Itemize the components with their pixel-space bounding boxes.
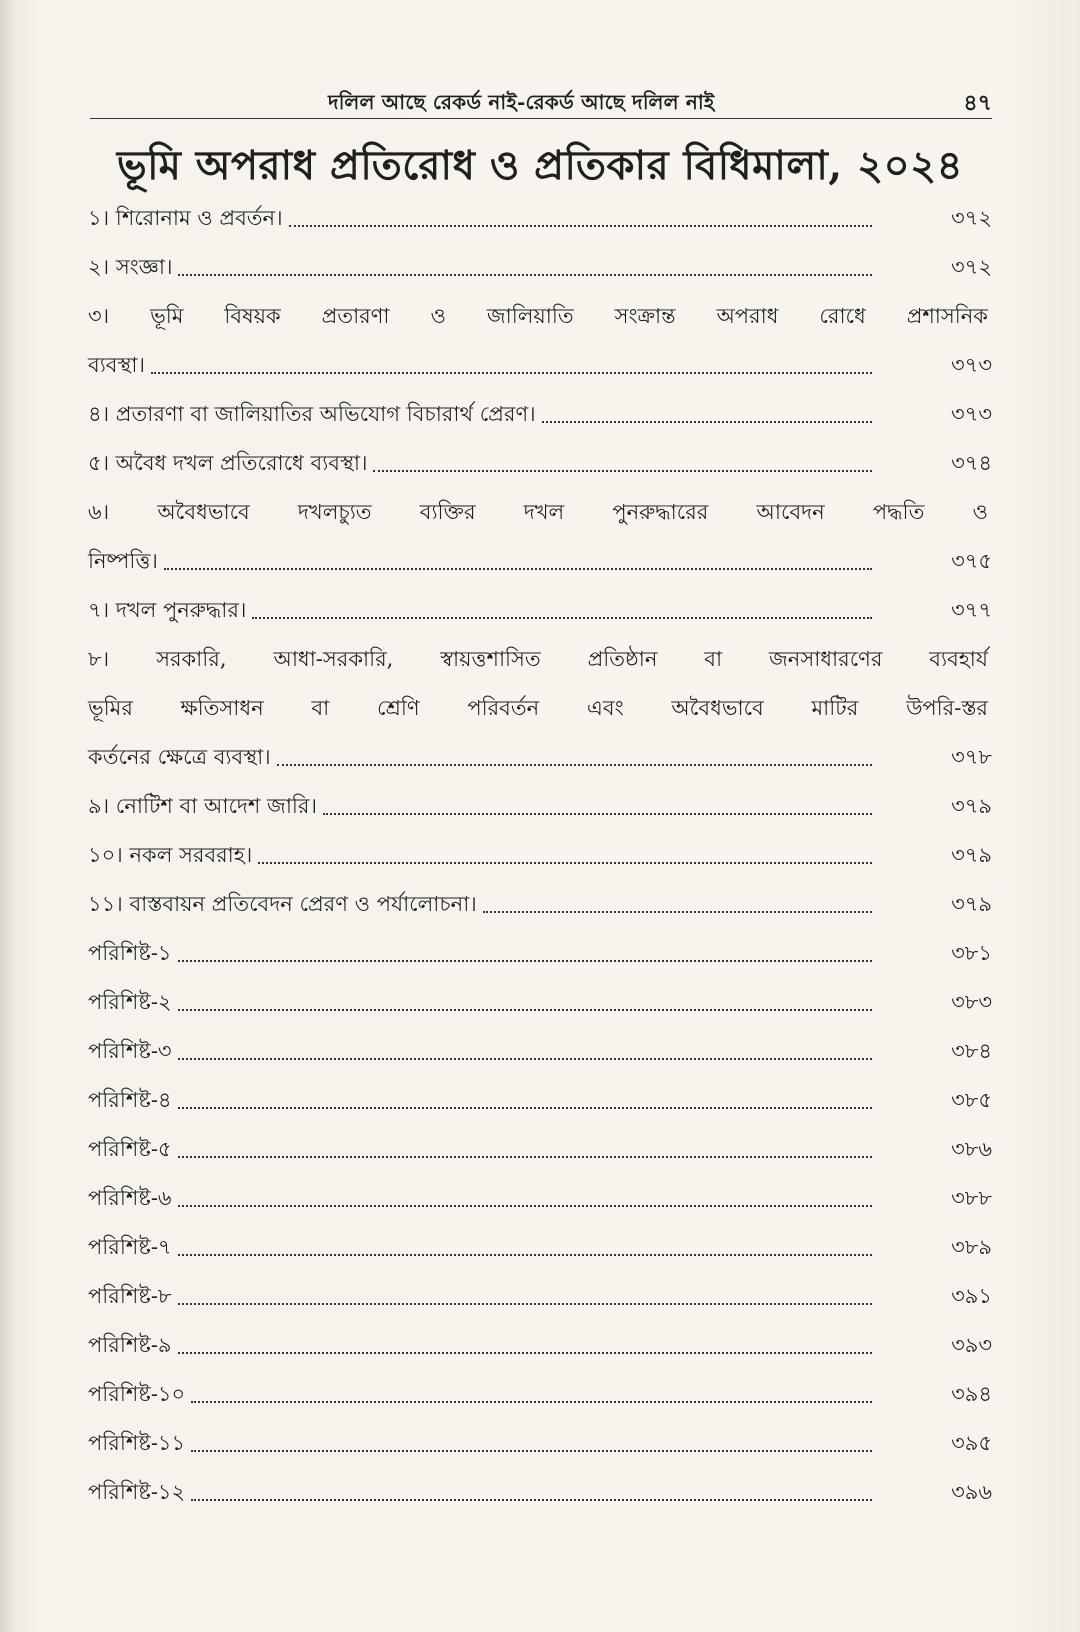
toc-entry-label: নিষ্পত্তি। <box>88 549 158 573</box>
toc-entry-label: ভূমির ক্ষতিসাধন বা শ্রেণি পরিবর্তন এবং অবৈধভাবে মাটির উপরি-স্তর <box>88 696 988 720</box>
toc-entry-label: পরিশিষ্ট-৭ <box>88 1235 172 1259</box>
toc-entry-label: পরিশিষ্ট-৯ <box>88 1333 172 1357</box>
dot-leader <box>178 960 872 962</box>
running-head <box>90 84 992 118</box>
toc-page-number: ৩৯৩ <box>951 1333 992 1357</box>
dot-leader <box>277 764 872 766</box>
toc-entry-label: ৭। দখল পুনরুদ্ধার। <box>88 598 247 622</box>
toc-page-number: ৩৭৩ <box>951 353 992 377</box>
toc-entry-label: পরিশিষ্ট-৫ <box>88 1137 172 1161</box>
toc-entry-label: ১। শিরোনাম ও প্রবর্তন। <box>88 206 283 230</box>
toc-entry-label: পরিশিষ্ট-২ <box>88 990 172 1014</box>
dot-leader <box>542 421 872 423</box>
dot-leader <box>178 1009 872 1011</box>
toc-entry-label: ৩। ভূমি বিষয়ক প্রতারণা ও জালিয়াতি সংক্রান্ত অপরাধ রোধে প্রশাসনিক <box>88 304 988 328</box>
toc-entry-continued-line <box>88 641 992 677</box>
toc-entry-label: ব্যবস্থা। <box>88 353 145 377</box>
toc-entry-label: ৪। প্রতারণা বা জালিয়াতির অভিযোগ বিচারার্থ প্রেরণ। <box>88 402 536 426</box>
page-number: ৪৭ <box>963 90 992 116</box>
toc-page-number: ৩৭৯ <box>951 843 992 867</box>
document-title: ভূমি অপরাধ প্রতিরোধ ও প্রতিকার বিধিমালা, ২০২৪ <box>116 142 964 189</box>
dot-leader <box>258 862 872 864</box>
dot-leader <box>178 1352 872 1354</box>
spine-shadow <box>0 0 18 1632</box>
toc-entry-continued-line <box>88 494 992 530</box>
toc-entry <box>88 1278 992 1314</box>
toc-page-number: ৩৮৩ <box>951 990 992 1014</box>
toc-page-number: ৩৭৩ <box>951 402 992 426</box>
toc-entry <box>88 1131 992 1167</box>
header-rule <box>90 118 992 119</box>
dot-leader <box>323 813 872 815</box>
dot-leader <box>178 1156 872 1158</box>
toc-entry-label: পরিশিষ্ট-৮ <box>88 1284 172 1308</box>
toc-entry <box>88 347 992 383</box>
toc-page-number: ৩৯৬ <box>951 1480 992 1504</box>
toc-entry-label: ১০। নকল সরবরাহ। <box>88 843 253 867</box>
dot-leader <box>178 1205 872 1207</box>
dot-leader <box>151 372 872 374</box>
toc-entry-continued-line <box>88 690 992 726</box>
dot-leader <box>178 1303 872 1305</box>
dot-leader <box>191 1401 872 1403</box>
toc-entry <box>88 935 992 971</box>
toc-entry-label: ৮। সরকারি, আধা-সরকারি, স্বায়ত্তশাসিত প্রতিষ্ঠান বা জনসাধারণের ব্যবহার্য <box>88 647 988 671</box>
toc-page-number: ৩৯৫ <box>951 1431 992 1455</box>
dot-leader <box>191 1450 872 1452</box>
toc-entry-label: পরিশিষ্ট-১ <box>88 941 172 965</box>
toc-entry <box>88 837 992 873</box>
dot-leader <box>178 1254 872 1256</box>
toc-entry <box>88 249 992 285</box>
toc-entry <box>88 592 992 628</box>
toc-page-number: ৩৭২ <box>951 255 992 279</box>
toc-entry <box>88 886 992 922</box>
dot-leader <box>252 617 872 619</box>
dot-leader <box>178 1107 872 1109</box>
toc-entry-label: পরিশিষ্ট-৩ <box>88 1039 172 1063</box>
toc-entry <box>88 984 992 1020</box>
toc-page-number: ৩৯৪ <box>951 1382 992 1406</box>
toc-entry-label: ৬। অবৈধভাবে দখলচ্যুত ব্যক্তির দখল পুনরুদ্ধারের আবেদন পদ্ধতি ও <box>88 500 988 524</box>
dot-leader <box>483 911 872 913</box>
toc-page-number: ৩৭৯ <box>951 794 992 818</box>
toc-page-number: ৩৭৪ <box>951 451 992 475</box>
toc-page-number: ৩৮৯ <box>951 1235 992 1259</box>
toc-entry-label: কর্তনের ক্ষেত্রে ব্যবস্থা। <box>88 745 271 769</box>
running-head-title: দলিল আছে রেকর্ড নাই-রেকর্ড আছে দলিল নাই <box>328 90 715 114</box>
toc-entry-label: ৯। নোটিশ বা আদেশ জারি। <box>88 794 317 818</box>
toc-entry <box>88 1376 992 1412</box>
toc-entry <box>88 445 992 481</box>
toc-entry <box>88 1474 992 1510</box>
toc-entry <box>88 1033 992 1069</box>
toc-page-number: ৩৯১ <box>951 1284 992 1308</box>
dot-leader <box>289 225 872 227</box>
toc-page-number: ৩৮৮ <box>951 1186 992 1210</box>
toc-entry <box>88 396 992 432</box>
toc-entry-label: পরিশিষ্ট-৪ <box>88 1088 172 1112</box>
toc-entry <box>88 739 992 775</box>
toc-entry <box>88 1180 992 1216</box>
toc-entry <box>88 1327 992 1363</box>
toc-entry-continued-line <box>88 298 992 334</box>
toc-page-number: ৩৮৪ <box>951 1039 992 1063</box>
dot-leader <box>164 568 872 570</box>
toc-entry <box>88 543 992 579</box>
toc-entry <box>88 1082 992 1118</box>
toc-page-number: ৩৭৭ <box>951 598 992 622</box>
dot-leader <box>178 274 872 276</box>
toc-entry-label: পরিশিষ্ট-৬ <box>88 1186 172 1210</box>
toc-page-number: ৩৭২ <box>951 206 992 230</box>
toc-page-number: ৩৮১ <box>951 941 992 965</box>
toc-page-number: ৩৭৮ <box>951 745 992 769</box>
toc-page-number: ৩৭৫ <box>951 549 992 573</box>
toc-entry <box>88 1229 992 1265</box>
toc-page-number: ৩৭৯ <box>951 892 992 916</box>
toc-entry <box>88 1425 992 1461</box>
toc-entry-label: ২। সংজ্ঞা। <box>88 255 173 279</box>
toc-entry <box>88 200 992 236</box>
toc-entry-label: ১১। বাস্তবায়ন প্রতিবেদন প্রেরণ ও পর্যালোচনা। <box>88 892 477 916</box>
toc-entry-label: পরিশিষ্ট-১২ <box>88 1480 186 1504</box>
toc-page-number: ৩৮৬ <box>951 1137 992 1161</box>
toc-entry <box>88 788 992 824</box>
toc-page-number: ৩৮৫ <box>951 1088 992 1112</box>
toc-entry-label: ৫। অবৈধ দখল প্রতিরোধে ব্যবস্থা। <box>88 451 368 475</box>
dot-leader <box>373 470 872 472</box>
toc-entry-label: পরিশিষ্ট-১০ <box>88 1382 186 1406</box>
dot-leader <box>178 1058 872 1060</box>
toc-entry-label: পরিশিষ্ট-১১ <box>88 1431 186 1455</box>
dot-leader <box>191 1499 872 1501</box>
